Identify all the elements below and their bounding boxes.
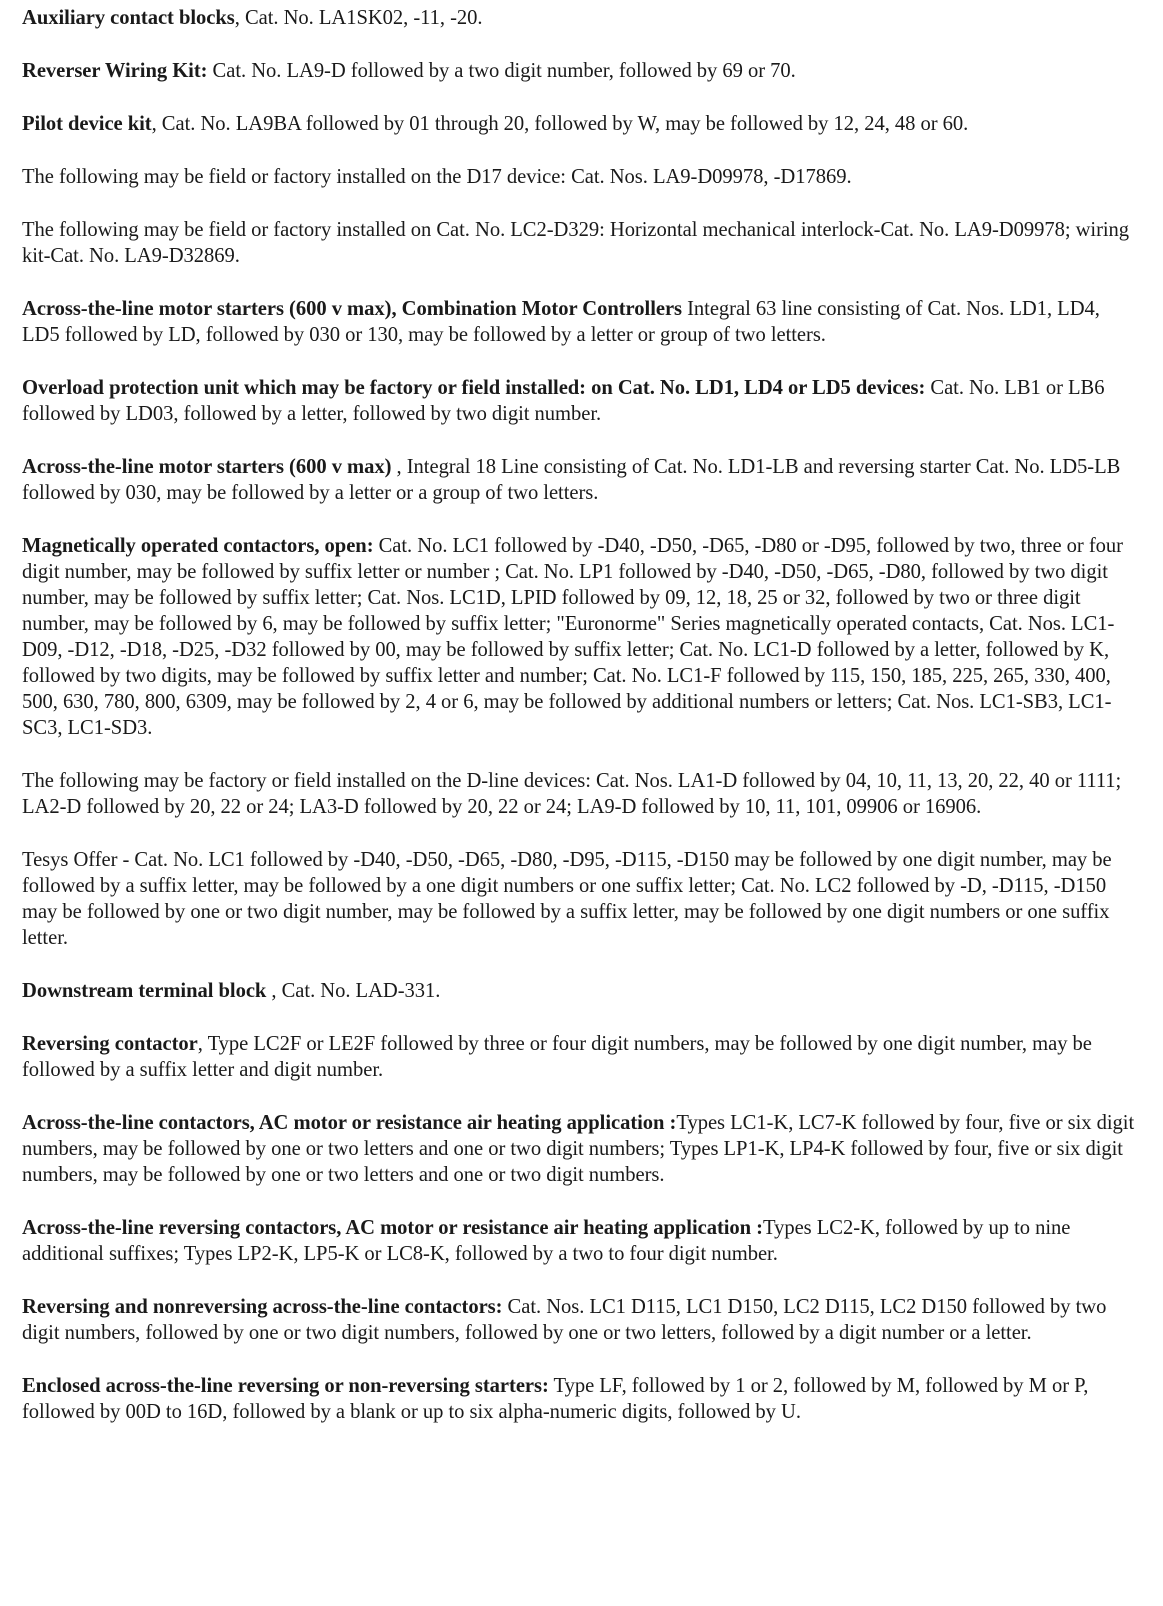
paragraph-text: , Type LC2F or LE2F followed by three or four digit numbers, may be followed by one digit number, may be followed by a suffix letter and digit number. (22, 1033, 1092, 1081)
paragraph-overload-protection-unit (22, 375, 1141, 427)
paragraph-reversing-and-nonreversing-contactors (22, 1294, 1141, 1346)
paragraph-heading: Auxiliary contact blocks (22, 7, 235, 29)
paragraph-downstream-terminal-block (22, 978, 1141, 1004)
paragraph-pilot-device-kit (22, 111, 1141, 137)
paragraph-integral-18-line (22, 454, 1141, 506)
paragraph-across-the-line-reversing-contactors (22, 1215, 1141, 1267)
paragraph-text: Types LC2-K, followed by up to nine additional suffixes; Types LP2-K, LP5-K or LC8-K, followed by a two to four digit number. (22, 1217, 1071, 1265)
paragraph-text: The following may be field or factory installed on Cat. No. LC2-D329: Horizontal mechanical interlock-Cat. No. LA9-D09978; wiring kit-Cat. No. LA9-D32869. (22, 219, 1130, 267)
paragraph-heading: Pilot device kit (22, 113, 152, 135)
paragraph-heading: Across-the-line contactors, AC motor or resistance air heating application : (22, 1112, 677, 1134)
paragraph-text: Integral 63 line consisting of Cat. Nos. LD1, LD4, LD5 followed by LD, followed by 030 or 130, may be followed by a letter or group of two letters. (22, 298, 1100, 346)
paragraph-text: Tesys Offer - Cat. No. LC1 followed by -D40, -D50, -D65, -D80, -D95, -D115, -D150 may be followed by one digit number, may be followed by a suffix letter, may be followed by a one digit numbers or one suffix letter; Cat. No. LC2 followed by -D, -D115, -D150 may be followed by one or two digit number, may be followed by a suffix letter, may be followed by one digit numbers or one suffix letter. (22, 849, 1112, 949)
paragraph-d17-device (22, 164, 1141, 190)
paragraph-reversing-contactor (22, 1031, 1141, 1083)
paragraph-tesys-offer (22, 847, 1141, 951)
paragraph-heading: Overload protection unit which may be factory or field installed: on Cat. No. LD1, LD4 or LD5 devices: (22, 377, 926, 399)
paragraph-text: , Cat. No. LA1SK02, -11, -20. (234, 7, 483, 29)
paragraph-enclosed-starters (22, 1373, 1141, 1425)
paragraph-reverser-wiring-kit (22, 58, 1141, 84)
paragraph-text: Cat. No. LA9-D followed by a two digit number, followed by 69 or 70. (207, 60, 796, 82)
paragraph-heading: Reversing contactor (22, 1033, 198, 1055)
paragraph-text: , Cat. No. LAD-331. (266, 980, 441, 1002)
paragraph-heading: Reversing and nonreversing across-the-line contactors: (22, 1296, 503, 1318)
paragraph-heading: Downstream terminal block (22, 980, 267, 1002)
paragraph-text: , Cat. No. LA9BA followed by 01 through 20, followed by W, may be followed by 12, 24, 48 or 60. (151, 113, 969, 135)
paragraph-magnetically-operated-contactors (22, 533, 1141, 741)
paragraph-heading: Magnetically operated contactors, open: (22, 535, 374, 557)
paragraph-heading: Reverser Wiring Kit: (22, 60, 208, 82)
paragraph-text: Type LF, followed by 1 or 2, followed by M, followed by M or P, followed by 00D to 16D, followed by a blank or up to six alpha-numeric digits, followed by U. (22, 1375, 1089, 1423)
paragraph-d-line-devices (22, 768, 1141, 820)
paragraph-text: , Integral 18 Line consisting of Cat. No. LD1-LB and reversing starter Cat. No. LD5-LB followed by 030, may be followed by a letter or a group of two letters. (22, 456, 1121, 504)
paragraph-text: The following may be factory or field installed on the D-line devices: Cat. Nos. LA1-D followed by 04, 10, 11, 13, 20, 22, 40 or 1111; LA2-D followed by 20, 22 or 24; LA3-D followed by 20, 22 or 24; LA9-D followed by 10, 11, 101, 09906 or 16906. (22, 770, 1122, 818)
paragraph-heading: Across-the-line reversing contactors, AC motor or resistance air heating application : (22, 1217, 763, 1239)
paragraph-heading: Across-the-line motor starters (600 v max) (22, 456, 392, 478)
paragraph-auxiliary-contact-blocks (22, 5, 1141, 31)
paragraph-across-the-line-contactors (22, 1110, 1141, 1188)
paragraph-text: Cat. No. LC1 followed by -D40, -D50, -D65, -D80 or -D95, followed by two, three or four digit number, may be followed by suffix letter or number ; Cat. No. LP1 followed by -D40, -D50, -D65, -D80, followed by two digit number, may be followed by suffix letter; Cat. Nos. LC1D, LPID followed by 09, 12, 18, 25 or 32, followed by two or three digit number, may be followed by 6, may be followed by suffix letter; "Euronorme" Series magnetically operated contacts, Cat. Nos. LC1-D09, -D12, -D18, -D25, -D32 followed by 00, may be followed by suffix letter; Cat. No. LC1-D followed by a letter, followed by K, followed by two digits, may be followed by suffix letter and number; Cat. No. LC1-F followed by 115, 150, 185, 225, 265, 330, 400, 500, 630, 780, 800, 6309, may be followed by 2, 4 or 6, may be followed by additional numbers or letters; Cat. Nos. LC1-SB3, LC1-SC3, LC1-SD3. (22, 535, 1123, 739)
paragraph-combination-motor-controllers (22, 296, 1141, 348)
paragraph-lc2-d329 (22, 217, 1141, 269)
paragraph-heading: Enclosed across-the-line reversing or non-reversing starters: (22, 1375, 549, 1397)
paragraph-text: Cat. No. LB1 or LB6 followed by LD03, followed by a letter, followed by two digit number. (22, 377, 1105, 425)
paragraph-text: The following may be field or factory installed on the D17 device: Cat. Nos. LA9-D09978, -D17869. (22, 166, 852, 188)
paragraph-text: Types LC1-K, LC7-K followed by four, five or six digit numbers, may be followed by one or two letters and one or two digit numbers; Types LP1-K, LP4-K followed by four, five or six digit numbers, may be followed by one or two letters and one or two digit numbers. (22, 1112, 1135, 1186)
paragraph-heading: Across-the-line motor starters (600 v max), Combination Motor Controllers (22, 298, 683, 320)
paragraph-text: Cat. Nos. LC1 D115, LC1 D150, LC2 D115, LC2 D150 followed by two digit numbers, followed by one or two digit numbers, followed by one or two letters, followed by a digit number or a letter. (22, 1296, 1107, 1344)
